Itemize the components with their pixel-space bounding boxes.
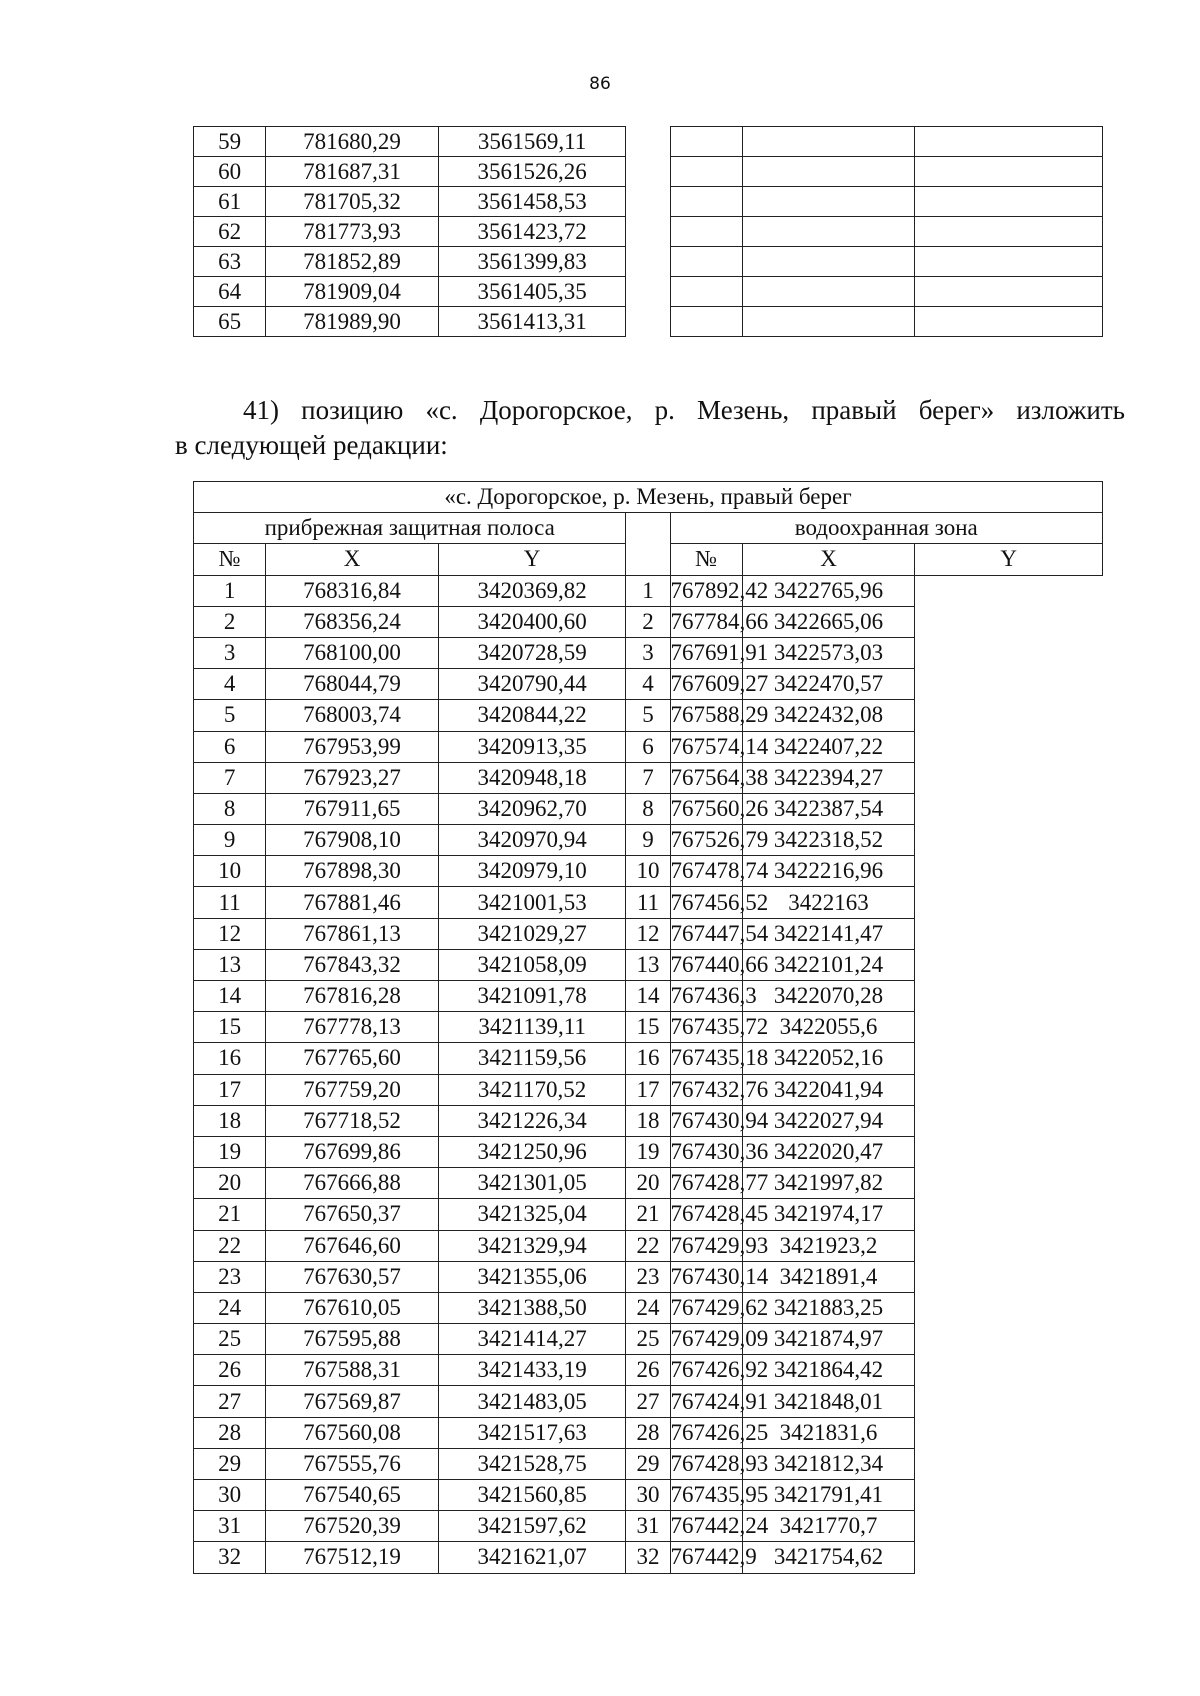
point-number-left: 15 [194,1012,266,1043]
coord-x-right: 767432,76 [670,1074,742,1105]
coord-y-right: 3422216,96 [742,856,915,887]
coord-x-left: 767588,31 [266,1355,439,1386]
coord-x-right: 767456,52 [670,887,742,918]
coord-x-right: 767429,62 [670,1292,742,1323]
point-number: 63 [194,247,266,277]
coord-x: 781687,31 [266,157,439,187]
coord-x-left: 767759,20 [266,1074,439,1105]
point-number-right: 18 [626,1105,670,1136]
coord-x-left: 767512,19 [266,1542,439,1573]
coord-x-left: 767630,57 [266,1261,439,1292]
point-number-right: 8 [626,793,670,824]
table-row [194,918,1103,949]
coord-y-right: 3421831,6 [742,1417,915,1448]
empty-cell [915,307,1103,337]
coord-y-right: 3422432,08 [742,700,915,731]
table-row [194,1074,1103,1105]
point-number-right: 22 [626,1230,670,1261]
coord-x-left: 767778,13 [266,1012,439,1043]
point-number-right: 19 [626,1136,670,1167]
coord-x-right: 767428,77 [670,1168,742,1199]
point-number-right: 15 [626,1012,670,1043]
page-number: 86 [589,74,611,94]
coord-y-left: 3420962,70 [438,793,626,824]
point-number-right: 2 [626,606,670,637]
table-row [194,887,1103,918]
coord-x-left: 767816,28 [266,981,439,1012]
coord-y-right: 3421791,41 [742,1480,915,1511]
point-number-right: 11 [626,887,670,918]
coord-y-left: 3421029,27 [438,918,626,949]
coordinates-table-dorogorskoe [193,481,1103,1574]
table-row [194,1168,1103,1199]
empty-cell [670,277,742,307]
coord-x-right: 767435,72 [670,1012,742,1043]
table-row [194,277,1103,307]
point-number-right: 24 [626,1292,670,1323]
coord-y-right: 3422070,28 [742,981,915,1012]
table-row [194,1542,1103,1573]
empty-cell [742,127,915,157]
point-number-right: 4 [626,669,670,700]
coord-y-left: 3420913,35 [438,731,626,762]
column-separator [626,513,670,575]
point-number-right: 27 [626,1386,670,1417]
coord-y-left: 3421528,75 [438,1448,626,1479]
table-row [194,1448,1103,1479]
coord-y-right: 3422573,03 [742,637,915,668]
coord-y-right: 3422163 [742,887,915,918]
coord-x-left: 767650,37 [266,1199,439,1230]
table-row [194,793,1103,824]
coord-x-left: 767765,60 [266,1043,439,1074]
coord-y: 3561405,35 [438,277,626,307]
column-separator [626,127,670,157]
coord-y-left: 3421433,19 [438,1355,626,1386]
coord-y-right: 3421754,62 [742,1542,915,1573]
point-number-left: 5 [194,700,266,731]
amendment-line-1: 41) позицию «с. Дорогорское, р. Мезень, правый берег» изложить [243,395,1125,425]
coord-x-left: 767569,87 [266,1386,439,1417]
point-number: 62 [194,217,266,247]
coord-y-left: 3421329,94 [438,1230,626,1261]
coord-x-right: 767574,14 [670,731,742,762]
coord-x-left: 768316,84 [266,575,439,606]
coord-x-right: 767440,66 [670,949,742,980]
table-row [194,1136,1103,1167]
coord-y-left: 3420728,59 [438,637,626,668]
coord-y-left: 3421483,05 [438,1386,626,1417]
coord-x-right: 767560,26 [670,793,742,824]
point-number-right: 9 [626,825,670,856]
point-number-right: 5 [626,700,670,731]
coord-y-right: 3422470,57 [742,669,915,700]
coord-y-left: 3421621,07 [438,1542,626,1573]
coord-y-left: 3421301,05 [438,1168,626,1199]
coord-x-left: 767560,08 [266,1417,439,1448]
coord-y-left: 3421170,52 [438,1074,626,1105]
point-number-left: 11 [194,887,266,918]
coord-x-left: 767555,76 [266,1448,439,1479]
point-number-left: 22 [194,1230,266,1261]
table-row [194,187,1103,217]
coord-x-right: 767447,54 [670,918,742,949]
coord-y-right: 3422052,16 [742,1043,915,1074]
empty-cell [915,157,1103,187]
coord-y-right: 3421812,34 [742,1448,915,1479]
table-title: «с. Дорогорское, р. Мезень, правый берег [194,482,1103,513]
coord-y: 3561399,83 [438,247,626,277]
point-number-left: 32 [194,1542,266,1573]
point-number-right: 25 [626,1324,670,1355]
point-number-right: 21 [626,1199,670,1230]
point-number-left: 1 [194,575,266,606]
coord-x-left: 768356,24 [266,606,439,637]
coord-x: 781773,93 [266,217,439,247]
empty-cell [742,247,915,277]
point-number-left: 31 [194,1511,266,1542]
point-number-right: 7 [626,762,670,793]
coord-x-right: 767426,92 [670,1355,742,1386]
coord-x: 781852,89 [266,247,439,277]
table-row [194,1043,1103,1074]
coord-y-left: 3421250,96 [438,1136,626,1167]
point-number-left: 6 [194,731,266,762]
coord-y-right: 3422141,47 [742,918,915,949]
coord-y-right: 3422407,22 [742,731,915,762]
coord-x-right: 767892,42 [670,575,742,606]
table-row [194,762,1103,793]
coord-x-right: 767442,24 [670,1511,742,1542]
point-number: 61 [194,187,266,217]
table-row [194,669,1103,700]
table-row [194,1511,1103,1542]
table-row [194,217,1103,247]
table-row [194,157,1103,187]
coord-x-left: 767610,05 [266,1292,439,1323]
coord-x-left: 767908,10 [266,825,439,856]
table-row [194,981,1103,1012]
point-number-right: 14 [626,981,670,1012]
table-row [194,700,1103,731]
coord-x: 781989,90 [266,307,439,337]
point-number-left: 24 [194,1292,266,1323]
coord-y-right: 3422394,27 [742,762,915,793]
point-number-left: 16 [194,1043,266,1074]
header-number-right: № [670,544,742,575]
coordinates-table-continued [193,126,1103,337]
coord-y-right: 3422665,06 [742,606,915,637]
point-number-left: 23 [194,1261,266,1292]
coord-y-left: 3421325,04 [438,1199,626,1230]
header-number-left: № [194,544,266,575]
coord-x-right: 767435,18 [670,1043,742,1074]
point-number: 60 [194,157,266,187]
table-row [194,1324,1103,1355]
coord-x: 781909,04 [266,277,439,307]
table-row [194,856,1103,887]
amendment-paragraph [175,393,1125,463]
coord-x-right: 767478,74 [670,856,742,887]
point-number: 64 [194,277,266,307]
coord-y-left: 3420844,22 [438,700,626,731]
header-x-left: X [266,544,439,575]
empty-cell [915,247,1103,277]
coord-x-left: 767520,39 [266,1511,439,1542]
table-row [194,1012,1103,1043]
point-number: 65 [194,307,266,337]
coord-y-left: 3420400,60 [438,606,626,637]
coord-y-right: 3421883,25 [742,1292,915,1323]
point-number-left: 7 [194,762,266,793]
coord-y-right: 3422041,94 [742,1074,915,1105]
point-number-right: 29 [626,1448,670,1479]
empty-cell [915,217,1103,247]
header-y-right: Y [915,544,1103,575]
point-number-left: 20 [194,1168,266,1199]
empty-cell [742,307,915,337]
table-row [194,731,1103,762]
table-row [194,825,1103,856]
table-row [194,1105,1103,1136]
table-row [194,247,1103,277]
point-number-left: 26 [194,1355,266,1386]
point-number-left: 13 [194,949,266,980]
empty-cell [915,127,1103,157]
point-number-right: 17 [626,1074,670,1105]
coord-x-left: 767666,88 [266,1168,439,1199]
coord-x-right: 767430,94 [670,1105,742,1136]
coord-y-left: 3421414,27 [438,1324,626,1355]
coord-y-right: 3421923,2 [742,1230,915,1261]
coord-x-right: 767436,3 [670,981,742,1012]
coord-x-left: 768044,79 [266,669,439,700]
table-row [194,1261,1103,1292]
point-number-right: 6 [626,731,670,762]
coord-y-left: 3420369,82 [438,575,626,606]
empty-cell [742,187,915,217]
coord-x-right: 767564,38 [670,762,742,793]
coord-y-left: 3421560,85 [438,1480,626,1511]
coord-x-left: 768003,74 [266,700,439,731]
coord-x-right: 767526,79 [670,825,742,856]
empty-cell [670,247,742,277]
point-number-right: 31 [626,1511,670,1542]
coord-y: 3561458,53 [438,187,626,217]
column-separator [626,277,670,307]
coord-y-left: 3421139,11 [438,1012,626,1043]
coord-x-left: 767881,46 [266,887,439,918]
table-row [194,127,1103,157]
point-number-right: 16 [626,1043,670,1074]
coord-x-right: 767428,45 [670,1199,742,1230]
point-number-right: 30 [626,1480,670,1511]
coord-y-right: 3421864,42 [742,1355,915,1386]
coord-x-right: 767435,95 [670,1480,742,1511]
coord-y-right: 3421770,7 [742,1511,915,1542]
coord-y-left: 3421517,63 [438,1417,626,1448]
coord-x-left: 767898,30 [266,856,439,887]
coord-x-left: 767843,32 [266,949,439,980]
empty-cell [670,157,742,187]
empty-cell [670,307,742,337]
coord-y-left: 3420979,10 [438,856,626,887]
column-separator [626,217,670,247]
coord-y-right: 3422765,96 [742,575,915,606]
coord-y-right: 3421997,82 [742,1168,915,1199]
coord-x-right: 767588,29 [670,700,742,731]
column-separator [626,307,670,337]
table-row [194,1230,1103,1261]
empty-cell [915,277,1103,307]
coord-x-right: 767691,91 [670,637,742,668]
coord-y-left: 3421355,06 [438,1261,626,1292]
empty-cell [915,187,1103,217]
coord-y: 3561526,26 [438,157,626,187]
coord-y-right: 3422387,54 [742,793,915,824]
point-number-right: 10 [626,856,670,887]
point-number-right: 20 [626,1168,670,1199]
coord-x-right: 767430,36 [670,1136,742,1167]
point-number-right: 32 [626,1542,670,1573]
coord-x-left: 767540,65 [266,1480,439,1511]
coord-y-left: 3421001,53 [438,887,626,918]
coord-y-right: 3421891,4 [742,1261,915,1292]
point-number-left: 18 [194,1105,266,1136]
point-number-right: 12 [626,918,670,949]
coord-x-right: 767784,66 [670,606,742,637]
coord-x-right: 767429,93 [670,1230,742,1261]
coord-y-left: 3421159,56 [438,1043,626,1074]
table-row [194,1480,1103,1511]
point-number-right: 13 [626,949,670,980]
column-separator [626,187,670,217]
table-row [194,1386,1103,1417]
point-number-left: 21 [194,1199,266,1230]
table-row [194,606,1103,637]
point-number-left: 25 [194,1324,266,1355]
coord-x-right: 767429,09 [670,1324,742,1355]
point-number-left: 29 [194,1448,266,1479]
coord-x: 781705,32 [266,187,439,217]
coord-x-right: 767442,9 [670,1542,742,1573]
empty-cell [670,217,742,247]
coord-y-right: 3422055,6 [742,1012,915,1043]
coord-y-left: 3421388,50 [438,1292,626,1323]
point-number-left: 8 [194,793,266,824]
coord-y-left: 3421058,09 [438,949,626,980]
coord-x-right: 767426,25 [670,1417,742,1448]
coord-y-right: 3421974,17 [742,1199,915,1230]
coord-x-left: 767861,13 [266,918,439,949]
coord-x-right: 767430,14 [670,1261,742,1292]
coord-y-left: 3420790,44 [438,669,626,700]
table-row [194,949,1103,980]
coord-x-right: 767428,93 [670,1448,742,1479]
coord-x: 781680,29 [266,127,439,157]
coord-x-right: 767609,27 [670,669,742,700]
coord-y-left: 3421091,78 [438,981,626,1012]
coord-x-left: 767953,99 [266,731,439,762]
point-number-left: 12 [194,918,266,949]
coord-x-left: 767595,88 [266,1324,439,1355]
empty-cell [742,157,915,187]
coord-x-left: 767911,65 [266,793,439,824]
column-separator [626,157,670,187]
point-number-left: 2 [194,606,266,637]
coord-x-left: 767646,60 [266,1230,439,1261]
coord-y-left: 3421226,34 [438,1105,626,1136]
point-number-right: 28 [626,1417,670,1448]
coord-y-left: 3420970,94 [438,825,626,856]
coord-y-right: 3422027,94 [742,1105,915,1136]
point-number: 59 [194,127,266,157]
point-number-left: 9 [194,825,266,856]
group-header-coastal-strip: прибрежная защитная полоса [194,513,626,544]
coord-y: 3561423,72 [438,217,626,247]
point-number-left: 28 [194,1417,266,1448]
amendment-line-2: в следующей редакции: [175,430,448,460]
empty-cell [742,277,915,307]
point-number-left: 3 [194,637,266,668]
coord-y-left: 3420948,18 [438,762,626,793]
coord-y-right: 3421874,97 [742,1324,915,1355]
coord-y-right: 3422020,47 [742,1136,915,1167]
empty-cell [742,217,915,247]
coord-x-left: 767923,27 [266,762,439,793]
table-row [194,575,1103,606]
column-separator [626,247,670,277]
header-x-right: X [742,544,915,575]
point-number-left: 17 [194,1074,266,1105]
coord-x-left: 768100,00 [266,637,439,668]
point-number-left: 10 [194,856,266,887]
point-number-left: 19 [194,1136,266,1167]
table-row [194,1355,1103,1386]
point-number-right: 1 [626,575,670,606]
coord-x-left: 767718,52 [266,1105,439,1136]
coord-y-right: 3422318,52 [742,825,915,856]
header-y-left: Y [438,544,626,575]
point-number-left: 30 [194,1480,266,1511]
point-number-right: 23 [626,1261,670,1292]
point-number-left: 27 [194,1386,266,1417]
table-row [194,1417,1103,1448]
point-number-left: 14 [194,981,266,1012]
empty-cell [670,187,742,217]
table-row [194,1199,1103,1230]
group-header-water-protection-zone: водоохранная зона [670,513,1102,544]
coord-y-right: 3422101,24 [742,949,915,980]
table-row [194,307,1103,337]
coord-x-right: 767424,91 [670,1386,742,1417]
point-number-left: 4 [194,669,266,700]
coord-y-right: 3421848,01 [742,1386,915,1417]
coord-y: 3561569,11 [438,127,626,157]
point-number-right: 3 [626,637,670,668]
coord-x-left: 767699,86 [266,1136,439,1167]
table-row [194,1292,1103,1323]
point-number-right: 26 [626,1355,670,1386]
empty-cell [670,127,742,157]
coord-y-left: 3421597,62 [438,1511,626,1542]
coord-y: 3561413,31 [438,307,626,337]
table-row [194,637,1103,668]
